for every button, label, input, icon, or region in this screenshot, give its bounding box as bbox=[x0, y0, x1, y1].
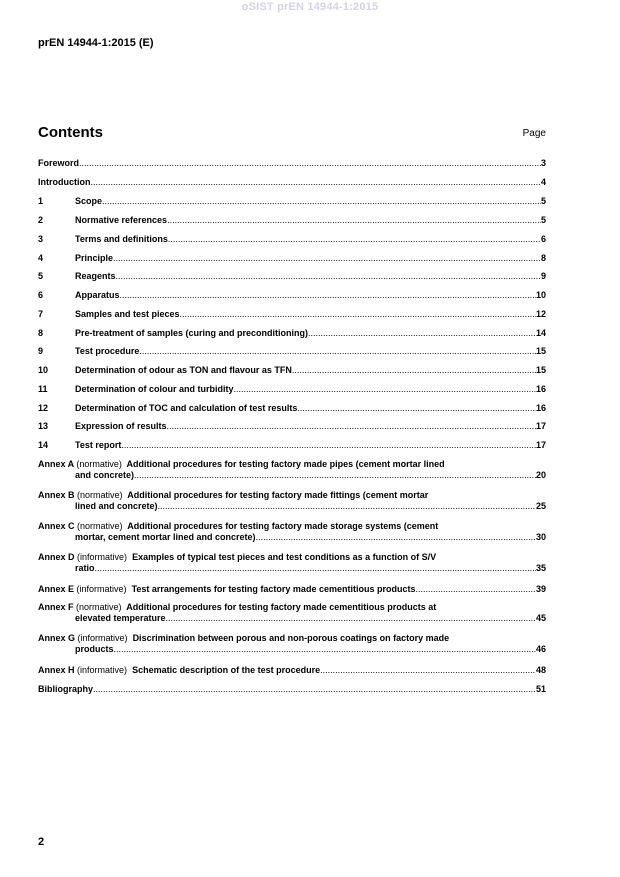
toc-entry-number: 8 bbox=[38, 328, 44, 338]
toc-entry-6[interactable] bbox=[38, 290, 546, 301]
toc-entry-page: 46 bbox=[535, 644, 546, 654]
toc-entry-title: Terms and definitions bbox=[75, 234, 168, 244]
toc-entry-page: 14 bbox=[535, 328, 546, 338]
toc-entry-title: Pre-treatment of samples (curing and preconditioning) bbox=[75, 328, 309, 338]
toc-entry-page: 17 bbox=[535, 440, 546, 450]
toc-entry-3[interactable] bbox=[38, 234, 546, 245]
toc-entry-page: 12 bbox=[535, 309, 546, 319]
annex-type: (informative) bbox=[77, 633, 128, 643]
annex-title-line2: ratio bbox=[75, 563, 95, 573]
toc-annex-f[interactable] bbox=[38, 602, 546, 624]
toc-entry-page: 16 bbox=[535, 403, 546, 413]
toc-entry-title: Reagents bbox=[75, 271, 116, 281]
toc-entry-2[interactable] bbox=[38, 215, 546, 226]
toc-entry-page: 45 bbox=[535, 613, 546, 623]
watermark: oSIST prEN 14944-1:2015 bbox=[241, 1, 379, 13]
annex-label: Annex C bbox=[38, 521, 75, 531]
toc-annex-d[interactable] bbox=[38, 552, 546, 574]
toc-entry-title: Apparatus bbox=[75, 290, 120, 300]
annex-type: (normative) bbox=[77, 490, 123, 500]
annex-title-line1: Additional procedures for testing factory made cementitious products at bbox=[126, 602, 437, 612]
toc-annex-a[interactable] bbox=[38, 459, 546, 481]
toc-entry-number: 7 bbox=[38, 309, 44, 319]
toc-entry-bibliography[interactable] bbox=[38, 684, 546, 695]
toc-entry-number: 2 bbox=[38, 215, 44, 225]
toc-entry-introduction[interactable] bbox=[38, 177, 546, 188]
annex-label: Annex F bbox=[38, 602, 74, 612]
toc-entry-page: 15 bbox=[535, 365, 546, 375]
annex-title-line1: Additional procedures for testing factory made fittings (cement mortar bbox=[127, 490, 429, 500]
toc-entry-number: 6 bbox=[38, 290, 44, 300]
toc-entry-title: Normative references bbox=[75, 215, 168, 225]
annex-title-line2: elevated temperature bbox=[75, 613, 166, 623]
toc-entry-title: Introduction bbox=[38, 177, 91, 187]
toc-entry-title: Determination of colour and turbidity bbox=[75, 384, 234, 394]
toc-entry-5[interactable] bbox=[38, 271, 546, 282]
toc-entry-14[interactable] bbox=[38, 440, 546, 451]
toc-entry-page: 15 bbox=[535, 346, 546, 356]
toc-entry-page: 48 bbox=[535, 665, 546, 675]
annex-title-line1: Schematic description of the test procedure bbox=[132, 665, 321, 675]
annex-label: Annex D bbox=[38, 552, 75, 562]
annex-type: (informative) bbox=[77, 552, 128, 562]
toc-entry-7[interactable] bbox=[38, 309, 546, 320]
annex-type: (informative) bbox=[77, 665, 128, 675]
toc-annex-e[interactable] bbox=[38, 584, 546, 595]
annex-label: Annex B bbox=[38, 490, 75, 500]
toc-entry-title: Determination of odour as TON and flavour as TFN bbox=[75, 365, 292, 375]
toc-entry-title: Principle bbox=[75, 253, 114, 263]
toc-entry-number: 14 bbox=[38, 440, 49, 450]
toc-entry-1[interactable] bbox=[38, 196, 546, 207]
toc-entry-title: Samples and test pieces bbox=[75, 309, 180, 319]
toc-entry-page: 8 bbox=[540, 253, 546, 263]
toc-entry-foreword[interactable] bbox=[38, 158, 546, 169]
annex-title-line2: mortar, cement mortar lined and concrete) bbox=[75, 532, 256, 542]
annex-type: (normative) bbox=[77, 521, 123, 531]
toc-entry-number: 12 bbox=[38, 403, 49, 413]
page-column-label: Page bbox=[522, 128, 546, 139]
toc-entry-title: Foreword bbox=[38, 158, 80, 168]
annex-label: Annex H bbox=[38, 665, 75, 675]
toc-entry-title: Bibliography bbox=[38, 684, 94, 694]
toc-entry-page: 3 bbox=[540, 158, 546, 168]
toc-entry-12[interactable] bbox=[38, 403, 546, 414]
toc-entry-number: 4 bbox=[38, 253, 44, 263]
annex-type: (normative) bbox=[76, 459, 122, 469]
toc-entry-title: Scope bbox=[75, 196, 103, 206]
page-number: 2 bbox=[38, 836, 45, 848]
toc-entry-number: 10 bbox=[38, 365, 49, 375]
toc-annex-g[interactable] bbox=[38, 633, 546, 655]
annex-title-line1: Additional procedures for testing factory made storage systems (cement bbox=[127, 521, 439, 531]
annex-title-line1: Examples of typical test pieces and test conditions as a function of S/V bbox=[132, 552, 437, 562]
annex-title-line1: Test arrangements for testing factory made cementitious products bbox=[131, 584, 416, 594]
annex-label: Annex A bbox=[38, 459, 74, 469]
toc-entry-page: 5 bbox=[540, 215, 546, 225]
annex-title-line2: lined and concrete) bbox=[75, 501, 158, 511]
toc-entry-page: 6 bbox=[540, 234, 546, 244]
toc-entry-title: Test report bbox=[75, 440, 122, 450]
toc-annex-b[interactable] bbox=[38, 490, 546, 512]
toc-entry-number: 3 bbox=[38, 234, 44, 244]
toc-entry-page: 4 bbox=[540, 177, 546, 187]
toc-annex-h[interactable] bbox=[38, 665, 546, 676]
toc-entry-number: 5 bbox=[38, 271, 44, 281]
toc-entry-page: 25 bbox=[535, 501, 546, 511]
toc-entry-11[interactable] bbox=[38, 384, 546, 395]
toc-entry-number: 1 bbox=[38, 196, 44, 206]
toc-entry-title: Expression of results bbox=[75, 421, 167, 431]
toc-entry-13[interactable] bbox=[38, 421, 546, 432]
toc-entry-page: 20 bbox=[535, 470, 546, 480]
toc-entry-number: 9 bbox=[38, 346, 44, 356]
annex-label: Annex G bbox=[38, 633, 76, 643]
toc-entry-page: 16 bbox=[535, 384, 546, 394]
toc-entry-page: 17 bbox=[535, 421, 546, 431]
contents-title: Contents bbox=[38, 124, 103, 141]
toc-entry-4[interactable] bbox=[38, 253, 546, 264]
annex-type: (normative) bbox=[76, 602, 122, 612]
annex-title-line2: and concrete) bbox=[75, 470, 135, 480]
annex-title-line2: products bbox=[75, 644, 114, 654]
toc-entry-number: 13 bbox=[38, 421, 49, 431]
toc-entry-8[interactable] bbox=[38, 328, 546, 339]
document-id: prEN 14944-1:2015 (E) bbox=[38, 37, 154, 49]
annex-type: (informative) bbox=[76, 584, 127, 594]
annex-title-line1: Discrimination between porous and non-porous coatings on factory made bbox=[132, 633, 450, 643]
toc-entry-page: 30 bbox=[535, 532, 546, 542]
toc-entry-page: 10 bbox=[535, 290, 546, 300]
toc-entry-number: 11 bbox=[38, 384, 48, 394]
toc-entry-page: 35 bbox=[535, 563, 546, 573]
toc-entry-page: 51 bbox=[535, 684, 546, 694]
toc-annex-c[interactable] bbox=[38, 521, 546, 543]
annex-label: Annex E bbox=[38, 584, 75, 594]
toc-entry-page: 9 bbox=[540, 271, 546, 281]
toc-entry-9[interactable] bbox=[38, 346, 546, 357]
toc-entry-title: Determination of TOC and calculation of test results bbox=[75, 403, 298, 413]
toc-entry-title: Test procedure bbox=[75, 346, 140, 356]
toc-entry-page: 39 bbox=[535, 584, 546, 594]
annex-title-line1: Additional procedures for testing factory made pipes (cement mortar lined bbox=[126, 459, 445, 469]
toc-entry-page: 5 bbox=[540, 196, 546, 206]
toc-entry-10[interactable] bbox=[38, 365, 546, 376]
